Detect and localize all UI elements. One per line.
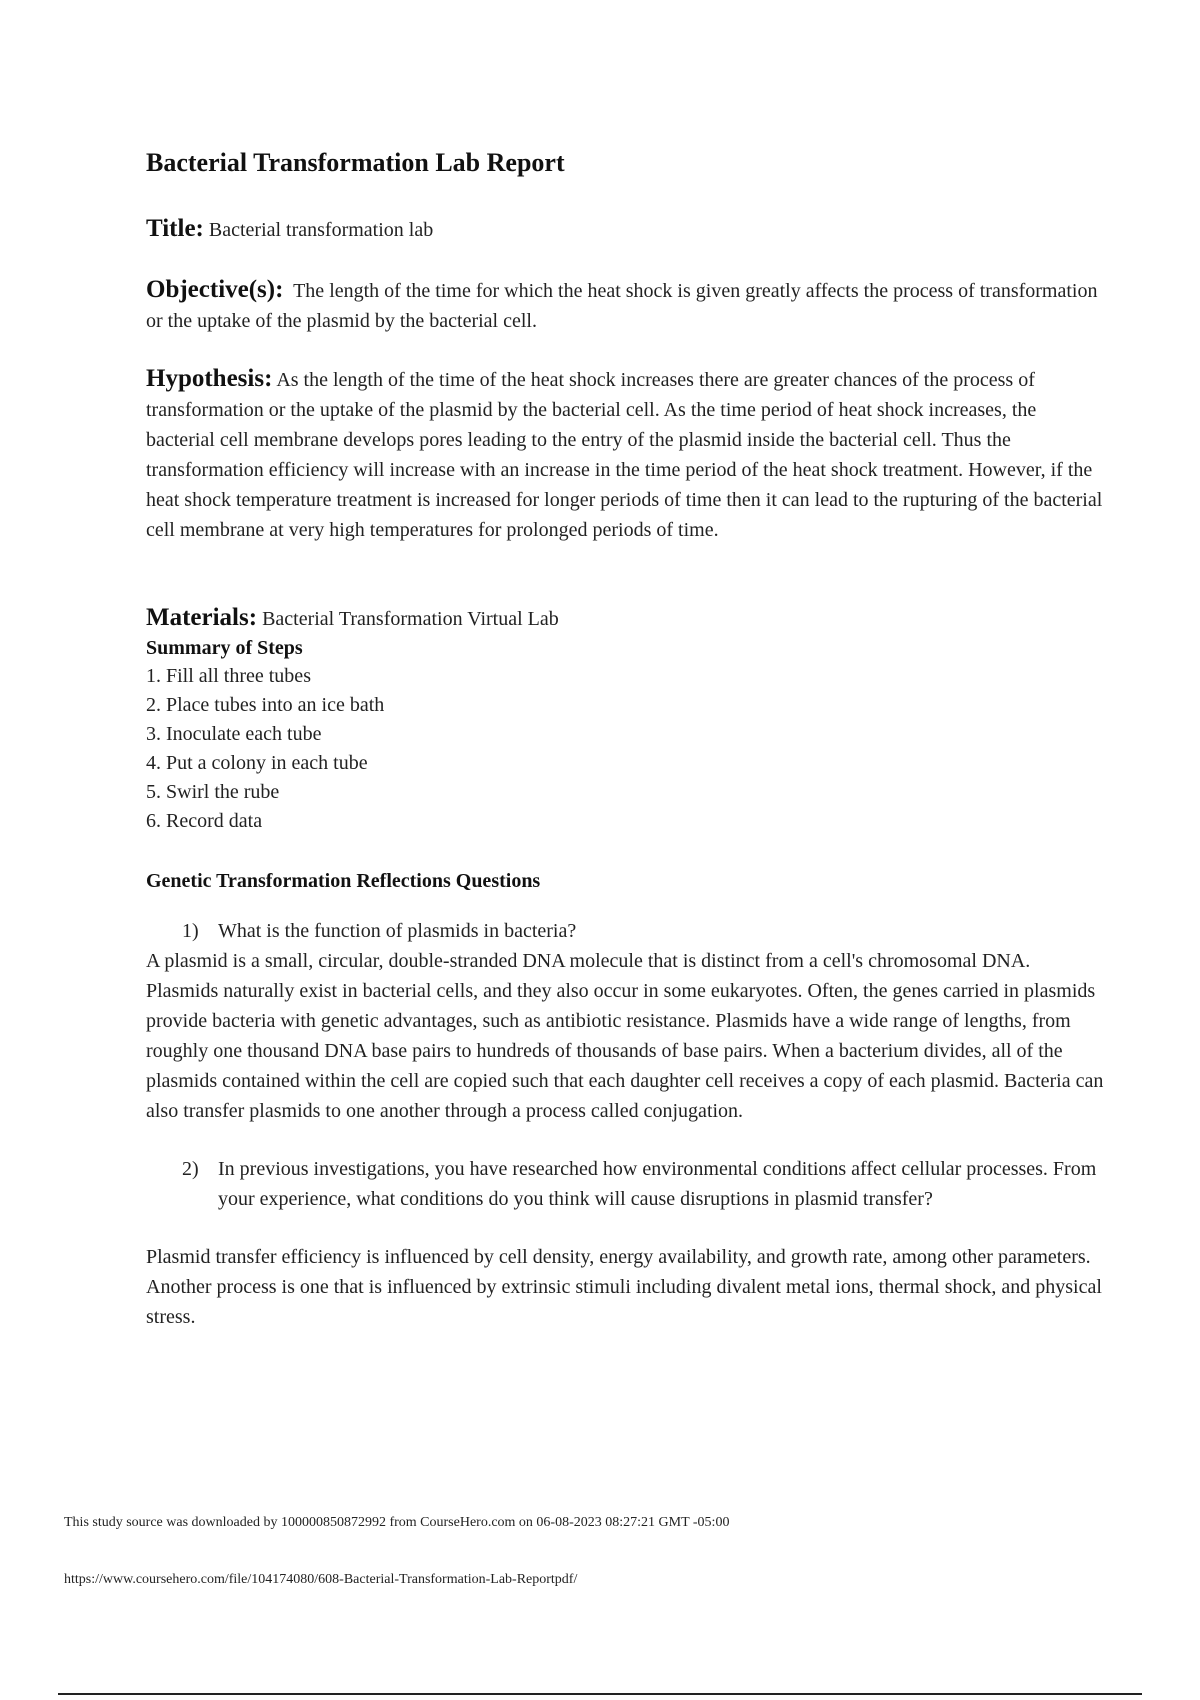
document-title: Bacterial Transformation Lab Report xyxy=(146,148,565,177)
step-item: 1. Fill all three tubes xyxy=(146,665,311,687)
materials-label: Materials: xyxy=(146,604,258,631)
document-page xyxy=(146,140,1106,1332)
hypothesis-label: Hypothesis: xyxy=(146,365,273,392)
bottom-divider xyxy=(58,1693,1142,1695)
reflections-heading: Genetic Transformation Reflections Questions xyxy=(146,870,541,892)
step-item: 6. Record data xyxy=(146,810,263,832)
step-item: 5. Swirl the rube xyxy=(146,781,280,803)
step-item: 2. Place tubes into an ice bath xyxy=(146,694,385,716)
materials-text: Bacterial Transformation Virtual Lab xyxy=(262,608,559,630)
question-1 xyxy=(182,916,1106,946)
steps-list xyxy=(146,662,1106,836)
objective-section xyxy=(146,275,1106,336)
question-number: 2) xyxy=(182,1158,199,1180)
title-section xyxy=(146,214,1106,245)
objective-text: The length of the time for which the heat shock is given greatly affects the process of transformation or the uptake of the plasmid by the bacterial cell. xyxy=(146,280,1098,332)
download-source-footer: This study source was downloaded by 100000850872992 from CourseHero.com on 06-08-2023 08:27:21 GMT -05:00 xyxy=(64,1515,730,1530)
answer-2: Plasmid transfer efficiency is influenced by cell density, energy availability, and growth rate, among other parameters. Another process is one that is influenced by extrinsic stimuli including divalent metal ions, thermal shock, and physical stress. xyxy=(146,1246,1102,1328)
question-2 xyxy=(182,1154,1106,1214)
source-url-footer: https://www.coursehero.com/file/104174080/608-Bacterial-Transformation-Lab-Reportpdf/ xyxy=(64,1572,578,1587)
materials-section xyxy=(146,603,1106,634)
question-text: In previous investigations, you have researched how environmental conditions affect cellular processes. From your experience, what conditions do you think will cause disruptions in plasmid transfer? xyxy=(218,1158,1097,1210)
step-item: 4. Put a colony in each tube xyxy=(146,752,368,774)
hypothesis-text: As the length of the time of the heat shock increases there are greater chances of the process of transformation or the uptake of the plasmid by the bacterial cell. As the time period of heat shock increases, the bacterial cell membrane develops pores leading to the entry of the plasmid inside the bacterial cell. Thus the transformation efficiency will increase with an increase in the time period of the heat shock treatment. However, if the heat shock temperature treatment is increased for longer periods of time then it can lead to the rupturing of the bacterial cell membrane at very high temperatures for prolonged periods of time. xyxy=(146,369,1103,541)
objective-label: Objective(s): xyxy=(146,276,284,303)
title-label: Title: xyxy=(146,215,204,242)
hypothesis-section xyxy=(146,364,1106,545)
summary-of-steps-heading: Summary of Steps xyxy=(146,637,303,659)
step-item: 3. Inoculate each tube xyxy=(146,723,322,745)
question-number: 1) xyxy=(182,920,199,942)
answer-1: A plasmid is a small, circular, double-stranded DNA molecule that is distinct from a cell's chromosomal DNA. Plasmids naturally exist in bacterial cells, and they also occur in some eukaryotes. Often, the genes carried in plasmids provide bacteria with genetic advantages, such as antibiotic resistance. Plasmids have a wide range of lengths, from roughly one thousand DNA base pairs to hundreds of thousands of base pairs. When a bacterium divides, all of the plasmids contained within the cell are copied such that each daughter cell receives a copy of each plasmid. Bacteria can also transfer plasmids to one another through a process called conjugation. xyxy=(146,950,1104,1122)
title-text: Bacterial transformation lab xyxy=(208,219,434,241)
question-text: What is the function of plasmids in bacteria? xyxy=(218,920,577,942)
